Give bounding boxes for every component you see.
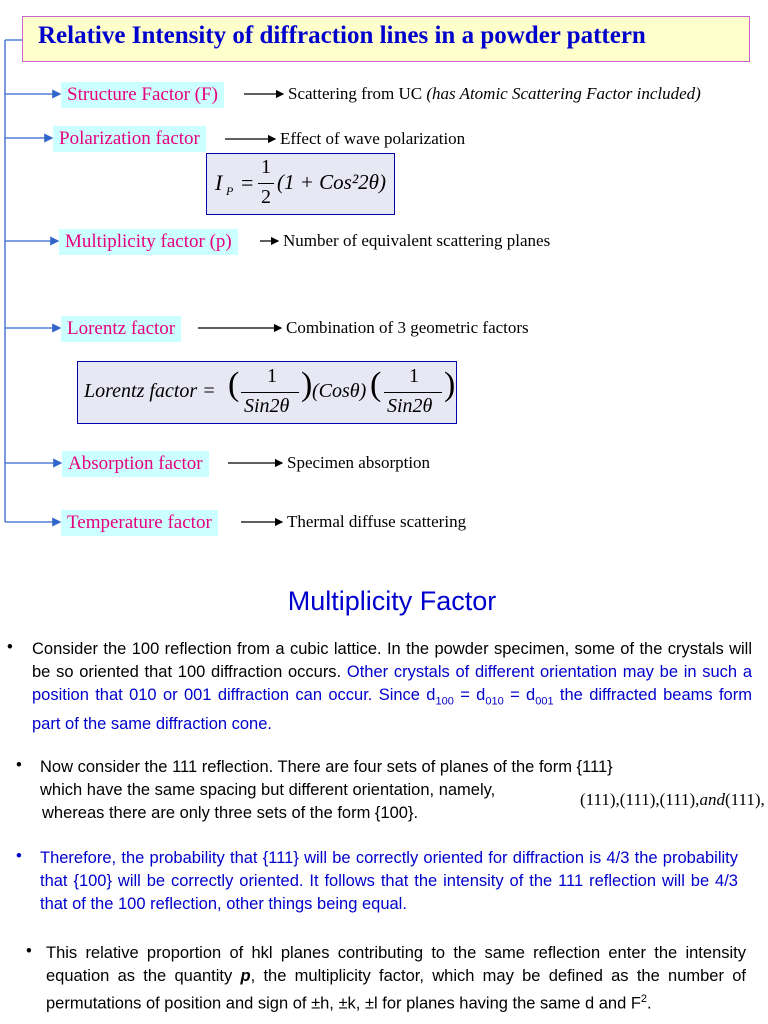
desc-lorentz: Combination of 3 geometric factors (286, 318, 529, 337)
bullet-marker: • (16, 756, 22, 774)
page-title: Relative Intensity of diffraction lines in a powder pattern (38, 22, 646, 49)
desc-structure: Scattering from UC (has Atomic Scattering Factor included) (288, 84, 701, 103)
paragraph-probability: Therefore, the probability that {111} will be correctly oriented for diffraction is 4/3 the probability that {100} will be correctly oriented. It follows that the intensity of the 111 reflection will be 4/3 that of the 100 reflection, other things being equal. (40, 849, 738, 913)
paragraph-relative-proportion: This relative proportion of hkl planes contributing to the same reflection enter the intensity equation as the quantity p, the multiplicity factor, which may be defined as the number of permutations of position and sign of ±h, ±k, ±l for planes having the same d and $F^2$. (46, 944, 746, 1013)
factor-multiplicity: Multiplicity factor (p) (59, 229, 238, 255)
planes-notation: (111),(111),(111),and(111), (580, 790, 765, 809)
factor-lorentz: Lorentz factor (61, 316, 181, 342)
factor-structure: Structure Factor (F) (61, 82, 224, 108)
desc-absorption: Specimen absorption (287, 453, 431, 472)
factor-temperature: Temperature factor (61, 510, 218, 536)
factor-absorption: Absorption factor (62, 451, 209, 477)
polarization-formula: I P = 1 2 (1 + Cos²2θ) (206, 153, 395, 215)
paragraph-111-line2: which have the same spacing but different orientation, namely, (40, 781, 496, 799)
lorentz-formula: Lorentz factor = ( 1 Sin2θ ) (Cosθ) ( 1 Sin2θ ) (77, 361, 457, 424)
paragraph-111-line3: whereas there are only three sets of the form {100}. (42, 804, 419, 822)
bullet-marker: • (7, 638, 13, 656)
paragraph-consider-100: Consider the 100 reflection from a cubic lattice. In the powder specimen, some of the crystals will be so oriented that 100 diffraction occurs. Other crystals of different orientation may be in such a position that 010 or 001 diffraction can occur. Since $d_{100} = d_{010} = d_{001}$ the diffracted beams form part of the same diffraction cone. (32, 640, 752, 734)
desc-polarization: Effect of wave polarization (280, 129, 466, 148)
factor-polarization: Polarization factor (53, 126, 206, 152)
desc-multiplicity: Number of equivalent scattering planes (283, 231, 551, 250)
bullet-marker: • (26, 942, 32, 960)
desc-temperature: Thermal diffuse scattering (287, 512, 467, 531)
paragraph-111-line1: Now consider the 111 reflection. There are four sets of planes of the form {111} (40, 758, 613, 776)
section-title: Multiplicity Factor (287, 586, 497, 616)
bullet-marker: • (16, 847, 22, 865)
